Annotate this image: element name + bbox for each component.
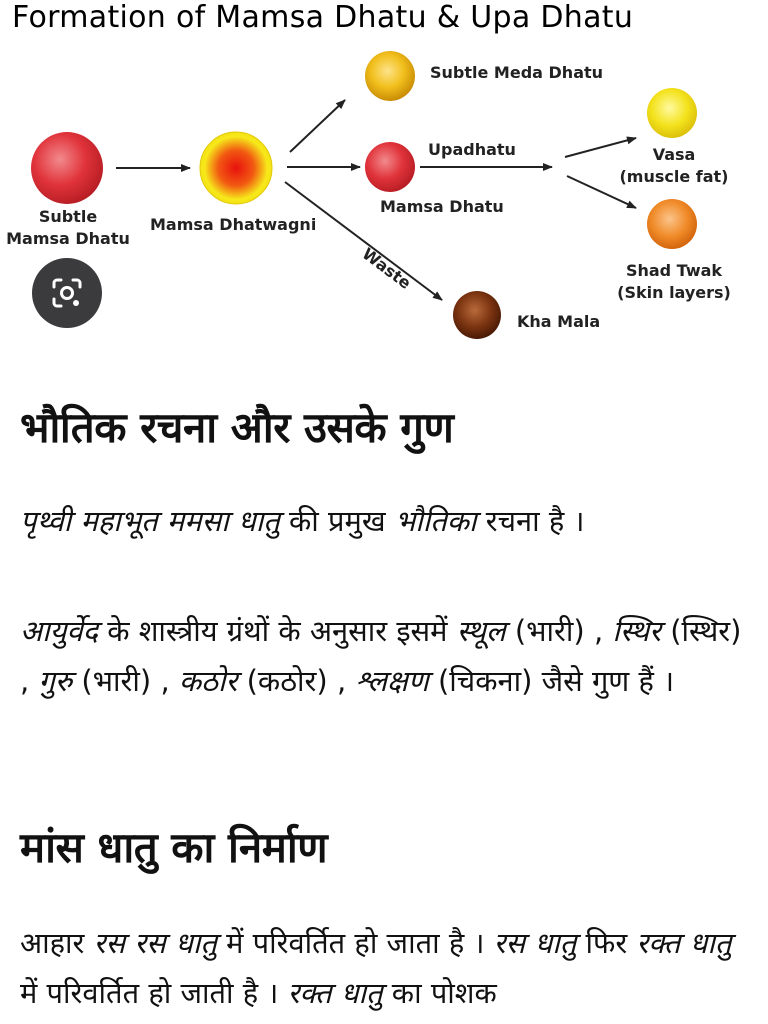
para3-italic-2: रस रस धातु [93,926,217,960]
para3-text-3: में परिवर्तित हो जाता है । [216,926,494,960]
para2-text-4: (भारी) , [505,614,613,648]
section-heading-mamsa-formation: मांस धातु का निर्माण [20,823,328,872]
dhatwagni-circle [200,132,272,204]
para3-text-5: फिर [576,926,637,960]
mamsa-dhatu-label: Mamsa Dhatu [380,197,504,216]
para2-italic-7: गुरु [38,664,73,698]
para2-text-10: (कठोर) , [237,664,356,698]
arrow-dhatwagni-to-meda [290,100,345,152]
paragraph-mamsa-formation [20,918,755,1018]
para3-italic-4: रस धातु [493,926,577,960]
paragraph-physical-composition [20,496,755,546]
para2-italic-9: कठोर [178,664,238,698]
shad-twak-circle [647,199,697,249]
para3-text-9: का पोशक [382,976,497,1010]
para1-text-4: रचना है । [476,504,585,538]
diagram-title: Formation of Mamsa Dhatu & Upa Dhatu [12,0,634,35]
dhatwagni-label: Mamsa Dhatwagni [150,215,317,234]
para1-italic-3: भौतिका [394,504,477,538]
para3-italic-6: रक्त धातु [636,926,732,960]
para3-italic-8: रक्त धातु [287,976,383,1010]
subtle-meda-label: Subtle Meda Dhatu [430,63,604,82]
section-heading-physical-composition: भौतिक रचना और उसके गुण [20,403,454,452]
kha-mala-label: Kha Mala [517,312,601,331]
subtle-mamsa-circle [31,132,103,204]
vasa-label: Vasa (muscle fat) [619,145,729,186]
kha-mala-circle [453,291,501,339]
para2-italic-1: आयुर्वेद [20,614,98,648]
dhatu-formation-diagram [0,40,768,350]
subtle-mamsa-label: Subtle Mamsa Dhatu [6,207,130,248]
upadhatu-label: Upadhatu [428,140,516,159]
para1-text-2: की प्रमुख [279,504,395,538]
mamsa-dhatu-circle [365,142,415,192]
para2-text-6: (स्थिर) , [20,614,742,698]
camera-lens-icon [50,276,84,310]
shad-twak-label: Shad Twak (Skin layers) [617,261,731,302]
vasa-circle [647,88,697,138]
para1-italic-1: पृथ्वी महाभूत ममसा धातु [20,504,280,538]
para2-italic-3: स्थूल [456,614,506,648]
para2-text-8: (भारी) , [72,664,179,698]
para3-text-7: में परिवर्तित हो जाती है । [20,976,288,1010]
para3-text-1: आहार [20,926,94,960]
paragraph-qualities [20,606,755,706]
subtle-meda-circle [365,51,415,101]
para2-text-12: (चिकना) जैसे गुण हैं । [428,664,675,698]
para2-italic-5: स्थिर [612,614,662,648]
lens-search-button[interactable] [32,258,102,328]
para2-text-2: के शास्त्रीय ग्रंथों के अनुसार इसमें [97,614,457,648]
para2-italic-11: श्लक्षण [355,664,429,698]
waste-label: Waste [358,244,415,293]
